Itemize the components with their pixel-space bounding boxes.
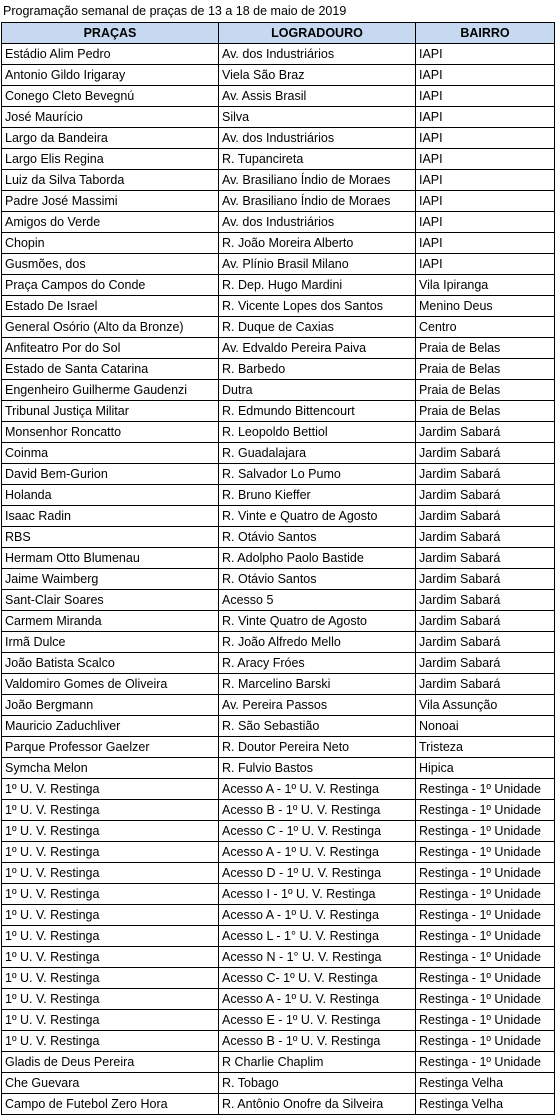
bairro-cell: Jardim Sabará (416, 674, 555, 695)
praca-cell: 1º U. V. Restinga (2, 947, 219, 968)
logradouro-cell: Dutra (219, 380, 416, 401)
logradouro-cell: R. João Alfredo Mello (219, 632, 416, 653)
logradouro-cell: Av. Edvaldo Pereira Paiva (219, 338, 416, 359)
table-row (2, 716, 555, 737)
table-row (2, 842, 555, 863)
praca-cell: José Maurício (2, 107, 219, 128)
table-row (2, 170, 555, 191)
praca-cell: RBS (2, 527, 219, 548)
bairro-cell: Praia de Belas (416, 359, 555, 380)
logradouro-cell: Acesso N - 1° U. V. Restinga (219, 947, 416, 968)
bairro-cell: IAPI (416, 44, 555, 65)
bairro-cell: Restinga - 1º Unidade (416, 779, 555, 800)
logradouro-cell: Acesso A - 1º U. V. Restinga (219, 842, 416, 863)
logradouro-cell: R. Otávio Santos (219, 569, 416, 590)
bairro-cell: Jardim Sabará (416, 506, 555, 527)
logradouro-cell: R. Dep. Hugo Mardini (219, 275, 416, 296)
praca-cell: Estádio Alim Pedro (2, 44, 219, 65)
table-row (2, 611, 555, 632)
praca-cell: Luiz da Silva Taborda (2, 170, 219, 191)
praca-cell: Engenheiro Guilherme Gaudenzi (2, 380, 219, 401)
table-row (2, 380, 555, 401)
bairro-cell: Jardim Sabará (416, 443, 555, 464)
bairro-cell: Restinga - 1º Unidade (416, 947, 555, 968)
praca-cell: 1º U. V. Restinga (2, 779, 219, 800)
table-row (2, 1010, 555, 1031)
praca-cell: Praça Campos do Conde (2, 275, 219, 296)
table-row (2, 254, 555, 275)
bairro-cell: Restinga - 1º Unidade (416, 821, 555, 842)
praca-cell: Padre José Massimi (2, 191, 219, 212)
bairro-cell: Jardim Sabará (416, 527, 555, 548)
table-row (2, 653, 555, 674)
table-row (2, 212, 555, 233)
schedule-table (1, 22, 555, 1115)
table-row (2, 275, 555, 296)
logradouro-cell: R. Marcelino Barski (219, 674, 416, 695)
table-row (2, 422, 555, 443)
logradouro-cell: R. Vinte e Quatro de Agosto (219, 506, 416, 527)
bairro-cell: IAPI (416, 65, 555, 86)
logradouro-cell: R. Aracy Fróes (219, 653, 416, 674)
bairro-cell: Tristeza (416, 737, 555, 758)
table-row (2, 443, 555, 464)
bairro-cell: Centro (416, 317, 555, 338)
logradouro-cell: R. Leopoldo Bettiol (219, 422, 416, 443)
bairro-cell: Restinga - 1º Unidade (416, 968, 555, 989)
praca-cell: Holanda (2, 485, 219, 506)
logradouro-cell: Av. Brasiliano Índio de Moraes (219, 170, 416, 191)
logradouro-cell: R Charlie Chaplim (219, 1052, 416, 1073)
table-row (2, 86, 555, 107)
praca-cell: Anfiteatro Por do Sol (2, 338, 219, 359)
logradouro-cell: Acesso E - 1º U. V. Restinga (219, 1010, 416, 1031)
praca-cell: 1º U. V. Restinga (2, 905, 219, 926)
logradouro-cell: Acesso D - 1º U. V. Restinga (219, 863, 416, 884)
bairro-cell: Nonoai (416, 716, 555, 737)
logradouro-cell: R. Otávio Santos (219, 527, 416, 548)
header-row (2, 23, 555, 44)
bairro-cell: Jardim Sabará (416, 464, 555, 485)
praca-cell: Carmem Miranda (2, 611, 219, 632)
table-row (2, 821, 555, 842)
logradouro-cell: R. Duque de Caxias (219, 317, 416, 338)
table-row (2, 44, 555, 65)
praca-cell: Gusmões, dos (2, 254, 219, 275)
table-row (2, 1052, 555, 1073)
logradouro-cell: Acesso I - 1º U. V. Restinga (219, 884, 416, 905)
logradouro-cell: Acesso C- 1º U. V. Restinga (219, 968, 416, 989)
table-row (2, 548, 555, 569)
bairro-cell: IAPI (416, 191, 555, 212)
table-row (2, 65, 555, 86)
table-row (2, 1073, 555, 1094)
logradouro-cell: R. Adolpho Paolo Bastide (219, 548, 416, 569)
logradouro-cell: Av. Plínio Brasil Milano (219, 254, 416, 275)
bairro-cell: IAPI (416, 149, 555, 170)
table-row (2, 674, 555, 695)
logradouro-cell: Viela São Braz (219, 65, 416, 86)
praca-cell: Sant-Clair Soares (2, 590, 219, 611)
bairro-cell: Restinga - 1º Unidade (416, 1052, 555, 1073)
praca-cell: 1º U. V. Restinga (2, 863, 219, 884)
logradouro-cell: R. Guadalajara (219, 443, 416, 464)
praca-cell: Coinma (2, 443, 219, 464)
bairro-cell: Restinga Velha (416, 1073, 555, 1094)
logradouro-cell: Av. dos Industriários (219, 44, 416, 65)
bairro-cell: Jardim Sabará (416, 422, 555, 443)
table-row (2, 905, 555, 926)
table-row (2, 863, 555, 884)
logradouro-cell: Av. Pereira Passos (219, 695, 416, 716)
praca-cell: 1º U. V. Restinga (2, 968, 219, 989)
logradouro-cell: R. Vinte Quatro de Agosto (219, 611, 416, 632)
logradouro-cell: Acesso 5 (219, 590, 416, 611)
bairro-cell: Jardim Sabará (416, 611, 555, 632)
bairro-cell: IAPI (416, 212, 555, 233)
table-row (2, 233, 555, 254)
praca-cell: João Bergmann (2, 695, 219, 716)
praca-cell: General Osório (Alto da Bronze) (2, 317, 219, 338)
table-row (2, 779, 555, 800)
logradouro-cell: Acesso L - 1° U. V. Restinga (219, 926, 416, 947)
bairro-cell: Restinga - 1º Unidade (416, 1031, 555, 1052)
praca-cell: Mauricio Zaduchliver (2, 716, 219, 737)
bairro-cell: Restinga - 1º Unidade (416, 800, 555, 821)
praca-cell: 1º U. V. Restinga (2, 1031, 219, 1052)
bairro-cell: Vila Ipiranga (416, 275, 555, 296)
table-row (2, 128, 555, 149)
document-title: Programação semanal de praças de 13 a 18 de maio de 2019 (3, 4, 347, 18)
table-row (2, 947, 555, 968)
logradouro-cell: Silva (219, 107, 416, 128)
logradouro-cell: Av. Assis Brasil (219, 86, 416, 107)
logradouro-cell: R. Tobago (219, 1073, 416, 1094)
logradouro-cell: Av. dos Industriários (219, 212, 416, 233)
logradouro-cell: R. Edmundo Bittencourt (219, 401, 416, 422)
table-row (2, 758, 555, 779)
praca-cell: Campo de Futebol Zero Hora (2, 1094, 219, 1115)
table-row (2, 317, 555, 338)
logradouro-cell: Acesso B - 1º U. V. Restinga (219, 800, 416, 821)
bairro-cell: Praia de Belas (416, 338, 555, 359)
praca-cell: Estado De Israel (2, 296, 219, 317)
table-row (2, 527, 555, 548)
table-row (2, 401, 555, 422)
logradouro-cell: R. Antônio Onofre da Silveira (219, 1094, 416, 1115)
table-row (2, 695, 555, 716)
bairro-cell: Jardim Sabará (416, 632, 555, 653)
table-row (2, 359, 555, 380)
table-row (2, 338, 555, 359)
bairro-cell: Jardim Sabará (416, 485, 555, 506)
table-row (2, 1031, 555, 1052)
bairro-cell: Restinga - 1º Unidade (416, 905, 555, 926)
table-row (2, 464, 555, 485)
praca-cell: Isaac Radin (2, 506, 219, 527)
bairro-cell: Restinga - 1º Unidade (416, 884, 555, 905)
praca-cell: Largo Elis Regina (2, 149, 219, 170)
header-pracas: PRAÇAS (2, 23, 219, 44)
table-row (2, 590, 555, 611)
praca-cell: Chopin (2, 233, 219, 254)
bairro-cell: Jardim Sabará (416, 569, 555, 590)
table-row (2, 149, 555, 170)
praca-cell: 1º U. V. Restinga (2, 926, 219, 947)
praca-cell: Largo da Bandeira (2, 128, 219, 149)
logradouro-cell: Acesso C - 1º U. V. Restinga (219, 821, 416, 842)
bairro-cell: IAPI (416, 233, 555, 254)
table-row (2, 926, 555, 947)
praca-cell: David Bem-Gurion (2, 464, 219, 485)
bairro-cell: Jardim Sabará (416, 590, 555, 611)
bairro-cell: IAPI (416, 86, 555, 107)
praca-cell: Symcha Melon (2, 758, 219, 779)
table-row (2, 884, 555, 905)
table-row (2, 989, 555, 1010)
bairro-cell: IAPI (416, 170, 555, 191)
table-body (2, 44, 555, 1115)
header-bairro: BAIRRO (416, 23, 555, 44)
logradouro-cell: Acesso A - 1º U. V. Restinga (219, 989, 416, 1010)
table-row (2, 800, 555, 821)
bairro-cell: Restinga - 1º Unidade (416, 863, 555, 884)
table-row (2, 107, 555, 128)
table-row (2, 191, 555, 212)
bairro-cell: Jardim Sabará (416, 548, 555, 569)
bairro-cell: Hipica (416, 758, 555, 779)
praca-cell: Antonio Gildo Irigaray (2, 65, 219, 86)
logradouro-cell: R. Tupancireta (219, 149, 416, 170)
praca-cell: Estado de Santa Catarina (2, 359, 219, 380)
praca-cell: Monsenhor Roncatto (2, 422, 219, 443)
table-row (2, 632, 555, 653)
table-row (2, 485, 555, 506)
header-logradouro: LOGRADOURO (219, 23, 416, 44)
praca-cell: 1º U. V. Restinga (2, 821, 219, 842)
bairro-cell: IAPI (416, 107, 555, 128)
bairro-cell: Menino Deus (416, 296, 555, 317)
logradouro-cell: Av. Brasiliano Índio de Moraes (219, 191, 416, 212)
praca-cell: Irmã Dulce (2, 632, 219, 653)
table-row (2, 737, 555, 758)
bairro-cell: Restinga Velha (416, 1094, 555, 1115)
praca-cell: Amigos do Verde (2, 212, 219, 233)
bairro-cell: Restinga - 1º Unidade (416, 989, 555, 1010)
bairro-cell: Restinga - 1º Unidade (416, 842, 555, 863)
bairro-cell: Praia de Belas (416, 401, 555, 422)
logradouro-cell: R. João Moreira Alberto (219, 233, 416, 254)
logradouro-cell: R. Doutor Pereira Neto (219, 737, 416, 758)
praca-cell: Gladis de Deus Pereira (2, 1052, 219, 1073)
logradouro-cell: R. São Sebastião (219, 716, 416, 737)
logradouro-cell: R. Bruno Kieffer (219, 485, 416, 506)
logradouro-cell: Acesso A - 1º U. V. Restinga (219, 905, 416, 926)
praca-cell: Che Guevara (2, 1073, 219, 1094)
logradouro-cell: R. Vicente Lopes dos Santos (219, 296, 416, 317)
praca-cell: Conego Cleto Bevegnú (2, 86, 219, 107)
logradouro-cell: R. Fulvio Bastos (219, 758, 416, 779)
logradouro-cell: Av. dos Industriários (219, 128, 416, 149)
bairro-cell: IAPI (416, 128, 555, 149)
logradouro-cell: R. Salvador Lo Pumo (219, 464, 416, 485)
praca-cell: Parque Professor Gaelzer (2, 737, 219, 758)
bairro-cell: Vila Assunção (416, 695, 555, 716)
praca-cell: Hermam Otto Blumenau (2, 548, 219, 569)
praca-cell: 1º U. V. Restinga (2, 800, 219, 821)
praca-cell: Valdomiro Gomes de Oliveira (2, 674, 219, 695)
bairro-cell: IAPI (416, 254, 555, 275)
logradouro-cell: Acesso B - 1º U. V. Restinga (219, 1031, 416, 1052)
bairro-cell: Restinga - 1º Unidade (416, 1010, 555, 1031)
logradouro-cell: R. Barbedo (219, 359, 416, 380)
bairro-cell: Praia de Belas (416, 380, 555, 401)
table-row (2, 296, 555, 317)
bairro-cell: Jardim Sabará (416, 653, 555, 674)
logradouro-cell: Acesso A - 1º U. V. Restinga (219, 779, 416, 800)
table-row (2, 1094, 555, 1115)
praca-cell: 1º U. V. Restinga (2, 842, 219, 863)
praca-cell: Jaime Waimberg (2, 569, 219, 590)
praca-cell: 1º U. V. Restinga (2, 1010, 219, 1031)
bairro-cell: Restinga - 1º Unidade (416, 926, 555, 947)
table-row (2, 968, 555, 989)
table-row (2, 506, 555, 527)
praca-cell: Tribunal Justiça Militar (2, 401, 219, 422)
table-row (2, 569, 555, 590)
praca-cell: 1º U. V. Restinga (2, 989, 219, 1010)
praca-cell: João Batista Scalco (2, 653, 219, 674)
praca-cell: 1º U. V. Restinga (2, 884, 219, 905)
